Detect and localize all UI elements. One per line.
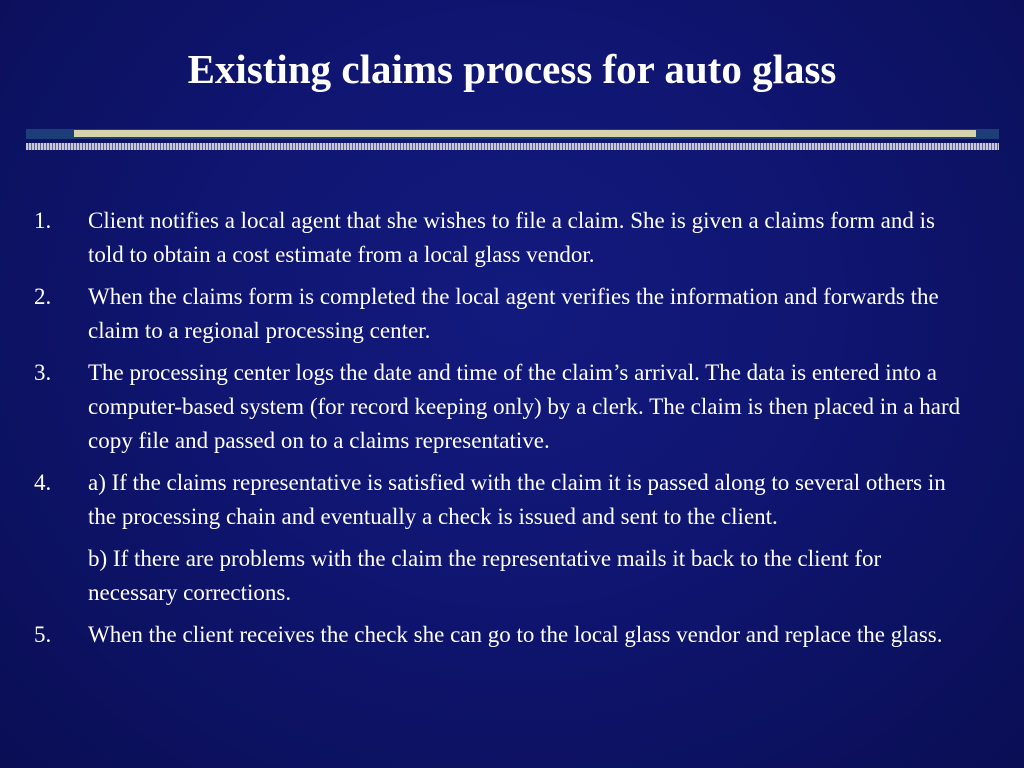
divider-accent-line	[74, 130, 976, 137]
divider-hatch	[26, 143, 999, 150]
title-divider	[26, 128, 999, 154]
list-item-text: b) If there are problems with the claim the representative mails it back to the client for necessary corrections.	[88, 546, 882, 605]
list-item-continuation	[34, 542, 974, 610]
list-item-number: 3.	[34, 360, 52, 385]
list-item-text: When the client receives the check she can go to the local glass vendor and replace the glass.	[88, 622, 943, 647]
list-item-text: The processing center logs the date and time of the claim’s arrival. The data is entered into a computer-based system (for record keeping only) by a clerk. The claim is then placed in a hard copy file and passed on to a claims representative.	[88, 360, 961, 453]
list-item-text: Client notifies a local agent that she wishes to file a claim. She is given a claims form and is told to obtain a cost estimate from a local glass vendor.	[88, 208, 935, 267]
list-item	[34, 618, 974, 652]
list-item-number: 1.	[34, 208, 52, 233]
list-item	[34, 356, 974, 458]
list-item	[34, 466, 974, 534]
list-item	[34, 204, 974, 272]
list-item	[34, 280, 974, 348]
list-item-number: 2.	[34, 284, 52, 309]
list-item-text: a) If the claims representative is satisfied with the claim it is passed along to several others in the processing chain and eventually a check is issued and sent to the client.	[88, 470, 946, 529]
numbered-list	[34, 204, 974, 660]
list-item-number: 4.	[34, 470, 52, 495]
list-item-text: When the claims form is completed the local agent verifies the information and forwards the claim to a regional processing center.	[88, 284, 939, 343]
list-item-number: 5.	[34, 622, 52, 647]
slide-title: Existing claims process for auto glass	[187, 46, 837, 92]
